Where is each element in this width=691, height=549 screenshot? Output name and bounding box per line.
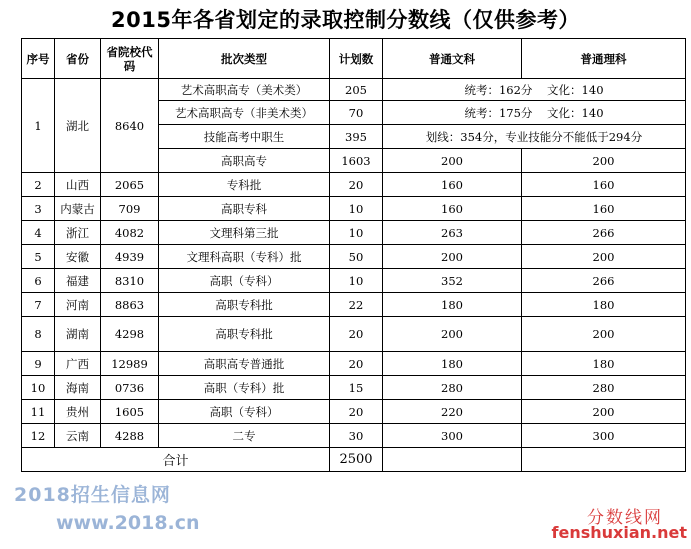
cell-province: 河南 <box>55 293 101 317</box>
table-total-row <box>22 448 686 472</box>
table-header-row <box>22 39 686 79</box>
table-row <box>22 400 686 424</box>
cell-science: 200 <box>522 245 686 269</box>
cell-seq: 1 <box>22 79 55 173</box>
header-code <box>101 39 159 79</box>
cell-seq: 3 <box>22 197 55 221</box>
cell-note: 划线：354分，专业技能分不能低于294分 <box>383 125 686 149</box>
cell-batch: 高职（专科） <box>159 400 330 424</box>
cell-seq: 4 <box>22 221 55 245</box>
cell-province: 云南 <box>55 424 101 448</box>
table-row <box>22 197 686 221</box>
watermark-2018-url: www.2018.cn <box>56 512 200 534</box>
cell-note: 统考：162分 文化：140 <box>383 79 686 101</box>
cell-arts: 280 <box>383 376 522 400</box>
cell-batch: 高职高专 <box>159 149 330 173</box>
cell-plan: 20 <box>330 352 383 376</box>
cell-batch: 高职高专普通批 <box>159 352 330 376</box>
cell-seq: 2 <box>22 173 55 197</box>
cell-province: 贵州 <box>55 400 101 424</box>
cell-province: 内蒙古 <box>55 197 101 221</box>
cell-code: 709 <box>101 197 159 221</box>
cell-note: 统考：175分 文化：140 <box>383 101 686 125</box>
header-science: 普通理科 <box>522 39 686 79</box>
cell-seq: 11 <box>22 400 55 424</box>
cell-total-plan: 2500 <box>330 448 383 472</box>
cell-province: 浙江 <box>55 221 101 245</box>
cell-seq: 5 <box>22 245 55 269</box>
cell-code: 8640 <box>101 79 159 173</box>
cell-seq: 9 <box>22 352 55 376</box>
cell-seq: 12 <box>22 424 55 448</box>
cell-batch: 高职（专科） <box>159 269 330 293</box>
header-province: 省份 <box>55 39 101 79</box>
table-row <box>22 376 686 400</box>
cell-science: 200 <box>522 400 686 424</box>
cell-batch: 高职专科 <box>159 197 330 221</box>
cell-plan: 20 <box>330 173 383 197</box>
cell-arts: 200 <box>383 149 522 173</box>
cell-code: 1605 <box>101 400 159 424</box>
table-row <box>22 352 686 376</box>
cell-plan: 70 <box>330 101 383 125</box>
cell-science: 180 <box>522 352 686 376</box>
cell-science: 200 <box>522 149 686 173</box>
cell-seq: 6 <box>22 269 55 293</box>
table-row <box>22 221 686 245</box>
cell-province: 海南 <box>55 376 101 400</box>
cell-plan: 10 <box>330 197 383 221</box>
cell-plan: 50 <box>330 245 383 269</box>
cell-science: 160 <box>522 173 686 197</box>
cell-plan: 30 <box>330 424 383 448</box>
cell-code: 12989 <box>101 352 159 376</box>
cell-province: 福建 <box>55 269 101 293</box>
cell-batch: 技能高考中职生 <box>159 125 330 149</box>
cell-total-label: 合计 <box>22 448 330 472</box>
cell-total-science <box>522 448 686 472</box>
cell-code: 4288 <box>101 424 159 448</box>
cell-arts: 160 <box>383 173 522 197</box>
header-plan: 计划数 <box>330 39 383 79</box>
cell-plan: 15 <box>330 376 383 400</box>
cell-batch: 高职专科批 <box>159 293 330 317</box>
cell-batch: 专科批 <box>159 173 330 197</box>
cell-province: 广西 <box>55 352 101 376</box>
cell-arts: 300 <box>383 424 522 448</box>
cell-batch: 高职专科批 <box>159 317 330 352</box>
cell-arts: 180 <box>383 352 522 376</box>
cell-code: 8863 <box>101 293 159 317</box>
cell-arts: 200 <box>383 317 522 352</box>
cell-science: 180 <box>522 293 686 317</box>
cell-arts: 160 <box>383 197 522 221</box>
cell-province: 山西 <box>55 173 101 197</box>
table-row <box>22 79 686 101</box>
cell-science: 280 <box>522 376 686 400</box>
cell-plan: 205 <box>330 79 383 101</box>
cell-plan: 10 <box>330 221 383 245</box>
cell-arts: 352 <box>383 269 522 293</box>
cell-total-arts <box>383 448 522 472</box>
cell-code: 8310 <box>101 269 159 293</box>
watermark-fenshuxian-name: 分数线网 <box>587 508 663 528</box>
cell-science: 300 <box>522 424 686 448</box>
cell-code: 4939 <box>101 245 159 269</box>
cell-code: 4082 <box>101 221 159 245</box>
cell-science: 200 <box>522 317 686 352</box>
watermark-2018-site: 2018招生信息网 <box>14 484 171 506</box>
cell-batch: 艺术高职高专（非美术类） <box>159 101 330 125</box>
admission-score-table <box>21 38 686 472</box>
cell-batch: 艺术高职高专（美术类） <box>159 79 330 101</box>
header-code-label: 省院校代码 <box>106 44 153 73</box>
header-batch: 批次类型 <box>159 39 330 79</box>
header-arts: 普通文科 <box>383 39 522 79</box>
table-row <box>22 173 686 197</box>
cell-province: 安徽 <box>55 245 101 269</box>
cell-plan: 1603 <box>330 149 383 173</box>
watermark-fenshuxian-url: fenshuxian.net <box>551 523 687 542</box>
table-row <box>22 293 686 317</box>
cell-batch: 文理科第三批 <box>159 221 330 245</box>
table-row <box>22 245 686 269</box>
table-row <box>22 317 686 352</box>
cell-code: 2065 <box>101 173 159 197</box>
page-title: 2015年各省划定的录取控制分数线（仅供参考） <box>111 8 580 32</box>
cell-seq: 7 <box>22 293 55 317</box>
cell-science: 160 <box>522 197 686 221</box>
cell-province: 湖北 <box>55 79 101 173</box>
cell-arts: 180 <box>383 293 522 317</box>
cell-seq: 10 <box>22 376 55 400</box>
cell-plan: 10 <box>330 269 383 293</box>
header-seq: 序号 <box>22 39 55 79</box>
cell-science: 266 <box>522 269 686 293</box>
cell-code: 0736 <box>101 376 159 400</box>
cell-province: 湖南 <box>55 317 101 352</box>
cell-batch: 文理科高职（专科）批 <box>159 245 330 269</box>
cell-plan: 20 <box>330 400 383 424</box>
table-row <box>22 424 686 448</box>
cell-arts: 263 <box>383 221 522 245</box>
cell-batch: 二专 <box>159 424 330 448</box>
cell-plan: 395 <box>330 125 383 149</box>
cell-code: 4298 <box>101 317 159 352</box>
cell-arts: 200 <box>383 245 522 269</box>
cell-science: 266 <box>522 221 686 245</box>
cell-plan: 20 <box>330 317 383 352</box>
cell-seq: 8 <box>22 317 55 352</box>
cell-batch: 高职（专科）批 <box>159 376 330 400</box>
table-row <box>22 269 686 293</box>
cell-arts: 220 <box>383 400 522 424</box>
cell-plan: 22 <box>330 293 383 317</box>
